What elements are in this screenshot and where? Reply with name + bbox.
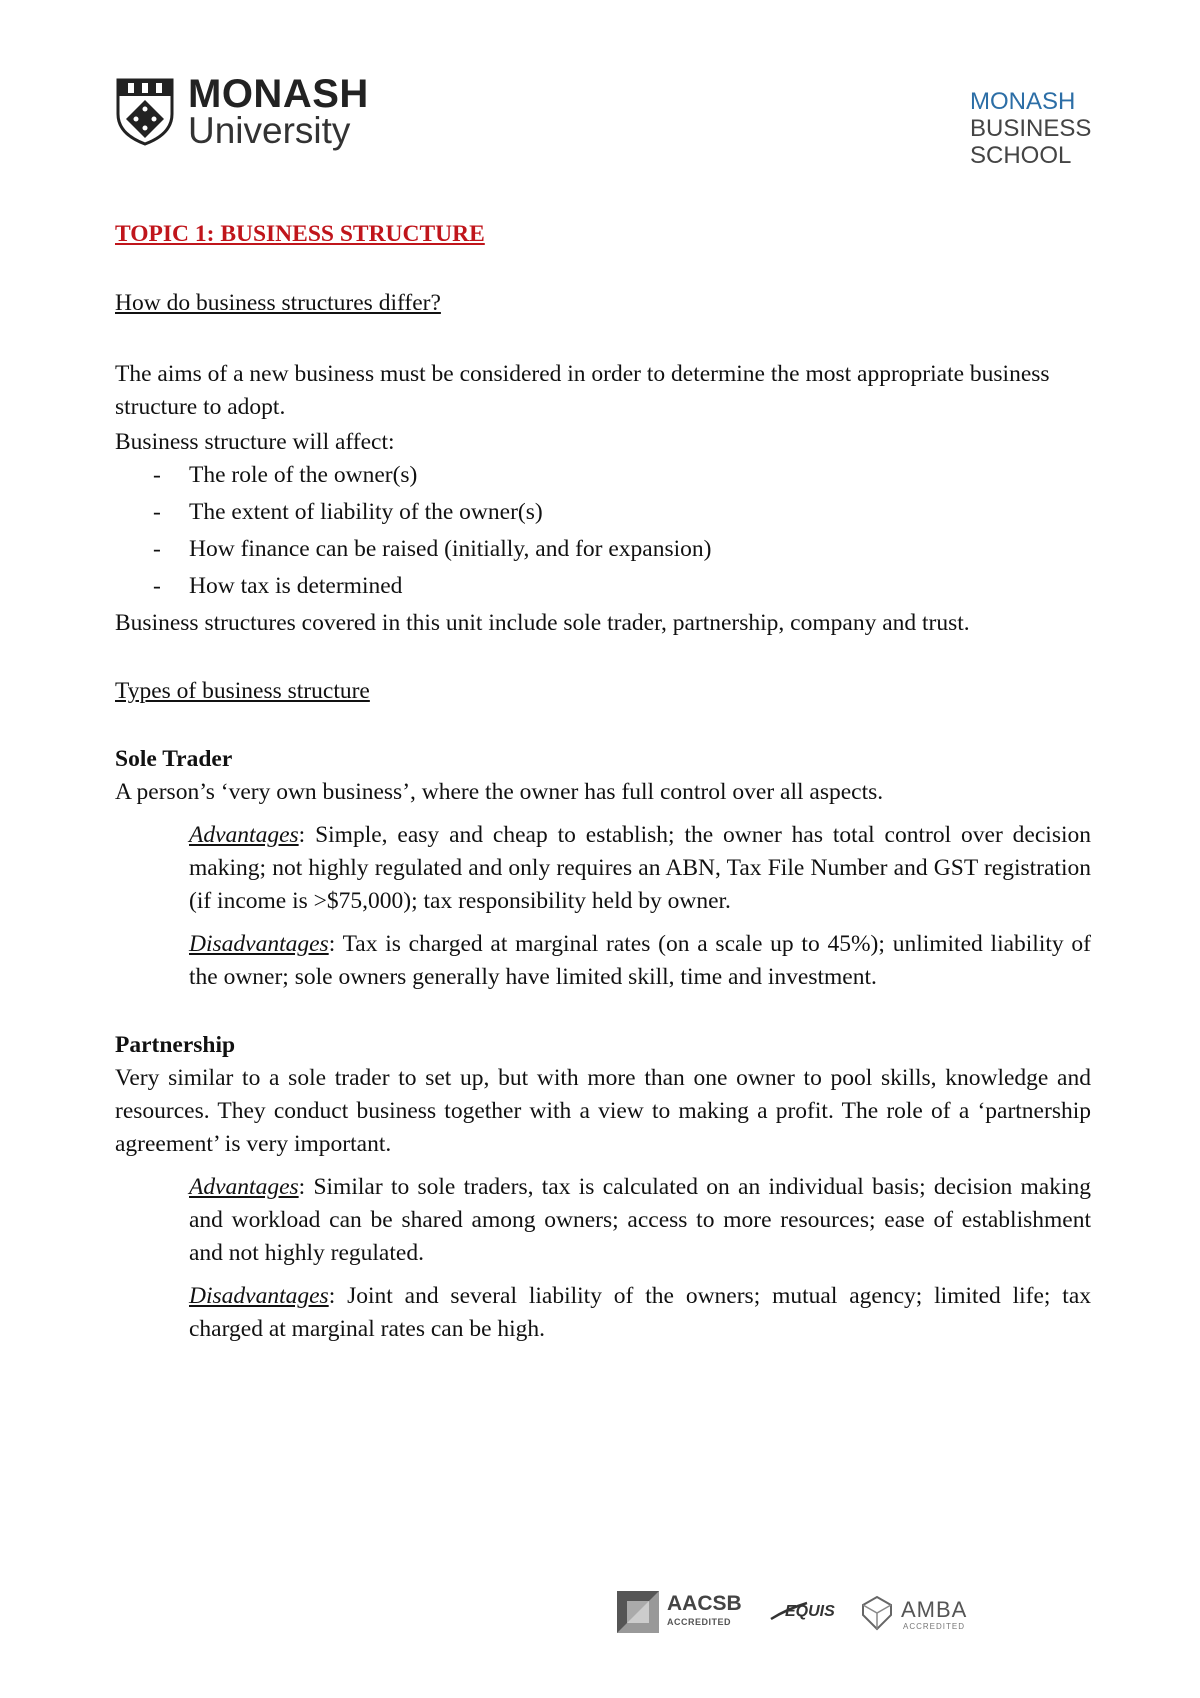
accreditation-logos bbox=[617, 1585, 977, 1645]
aacsb-wordmark: AACSB bbox=[667, 1592, 742, 1615]
intro-paragraph: The aims of a new business must be considered in order to determine the most appropriate business structure to adopt. bbox=[115, 361, 1050, 420]
partnership-heading: Partnership bbox=[115, 1032, 236, 1058]
question-heading: How do business structures differ? bbox=[115, 290, 441, 316]
disadvantages-label: Disadvantages bbox=[189, 1283, 329, 1309]
topic-title: TOPIC 1: BUSINESS STRUCTURE bbox=[115, 221, 485, 247]
bullet-dash: - bbox=[153, 462, 161, 488]
school-line-1: MONASH bbox=[970, 88, 1076, 115]
monash-wordmark: MONASH bbox=[188, 72, 369, 116]
sole-trader-description: A person’s ‘very own business’, where the owner has full control over all aspects. bbox=[115, 779, 884, 805]
aacsb-subtitle: ACCREDITED bbox=[667, 1617, 732, 1627]
disadvantages-label: Disadvantages bbox=[189, 931, 329, 957]
bullet-dash: - bbox=[153, 573, 161, 599]
monash-university-logo bbox=[114, 72, 374, 151]
bullet-dash: - bbox=[153, 499, 161, 525]
covered-paragraph: Business structures covered in this unit include sole trader, partnership, company and trust. bbox=[115, 610, 970, 636]
advantages-label: Advantages bbox=[189, 1174, 299, 1200]
sole-trader-heading: Sole Trader bbox=[115, 746, 233, 772]
amba-diamond-icon bbox=[857, 1593, 897, 1633]
partnership-advantages: Advantages: Similar to sole traders, tax is calculated on an individual basis; decision making and workload can be shared among owners; access to more resources; ease of establishment and not highly regulated. bbox=[189, 1174, 1091, 1266]
aacsb-mark-icon bbox=[617, 1591, 659, 1633]
document-body bbox=[115, 218, 1091, 1346]
monash-business-school-logo bbox=[970, 88, 1091, 169]
bullet-dash: - bbox=[153, 536, 161, 562]
amba-wordmark: AMBA bbox=[901, 1597, 968, 1622]
equis-wordmark: EQUIS bbox=[785, 1603, 835, 1620]
affect-list bbox=[115, 459, 1091, 607]
types-heading: Types of business structure bbox=[115, 678, 370, 704]
school-line-2: BUSINESS bbox=[970, 115, 1092, 142]
affect-intro: Business structure will affect: bbox=[115, 429, 395, 455]
list-item: - The extent of liability of the owner(s) bbox=[115, 496, 1091, 533]
list-item: - How finance can be raised (initially, and for expansion) bbox=[115, 533, 1091, 570]
monash-crest-icon bbox=[114, 76, 176, 146]
sole-trader-disadvantages: Disadvantages: Tax is charged at marginal rates (on a scale up to 45%); unlimited liability of the owner; sole owners generally have limited skill, time and investment. bbox=[189, 931, 1091, 990]
school-line-3: SCHOOL bbox=[970, 142, 1072, 169]
amba-subtitle: ACCREDITED bbox=[903, 1622, 966, 1631]
sole-trader-advantages: Advantages: Simple, easy and cheap to establish; the owner has total control over decision making; not highly regulated and only requires an ABN, Tax File Number and GST registration (if income is >$75,000); tax responsibility held by owner. bbox=[189, 822, 1091, 914]
advantages-label: Advantages bbox=[189, 822, 299, 848]
list-item: - How tax is determined bbox=[115, 570, 1091, 607]
university-wordmark: University bbox=[188, 110, 351, 151]
partnership-disadvantages: Disadvantages: Joint and several liability of the owners; mutual agency; limited life; tax charged at marginal rates can be high. bbox=[189, 1283, 1091, 1342]
partnership-description: Very similar to a sole trader to set up, but with more than one owner to pool skills, knowledge and resources. They conduct business together with a view to making a profit. The role of a ‘partnership agreement’ is very important. bbox=[115, 1065, 1091, 1157]
list-item: - The role of the owner(s) bbox=[115, 459, 1091, 496]
